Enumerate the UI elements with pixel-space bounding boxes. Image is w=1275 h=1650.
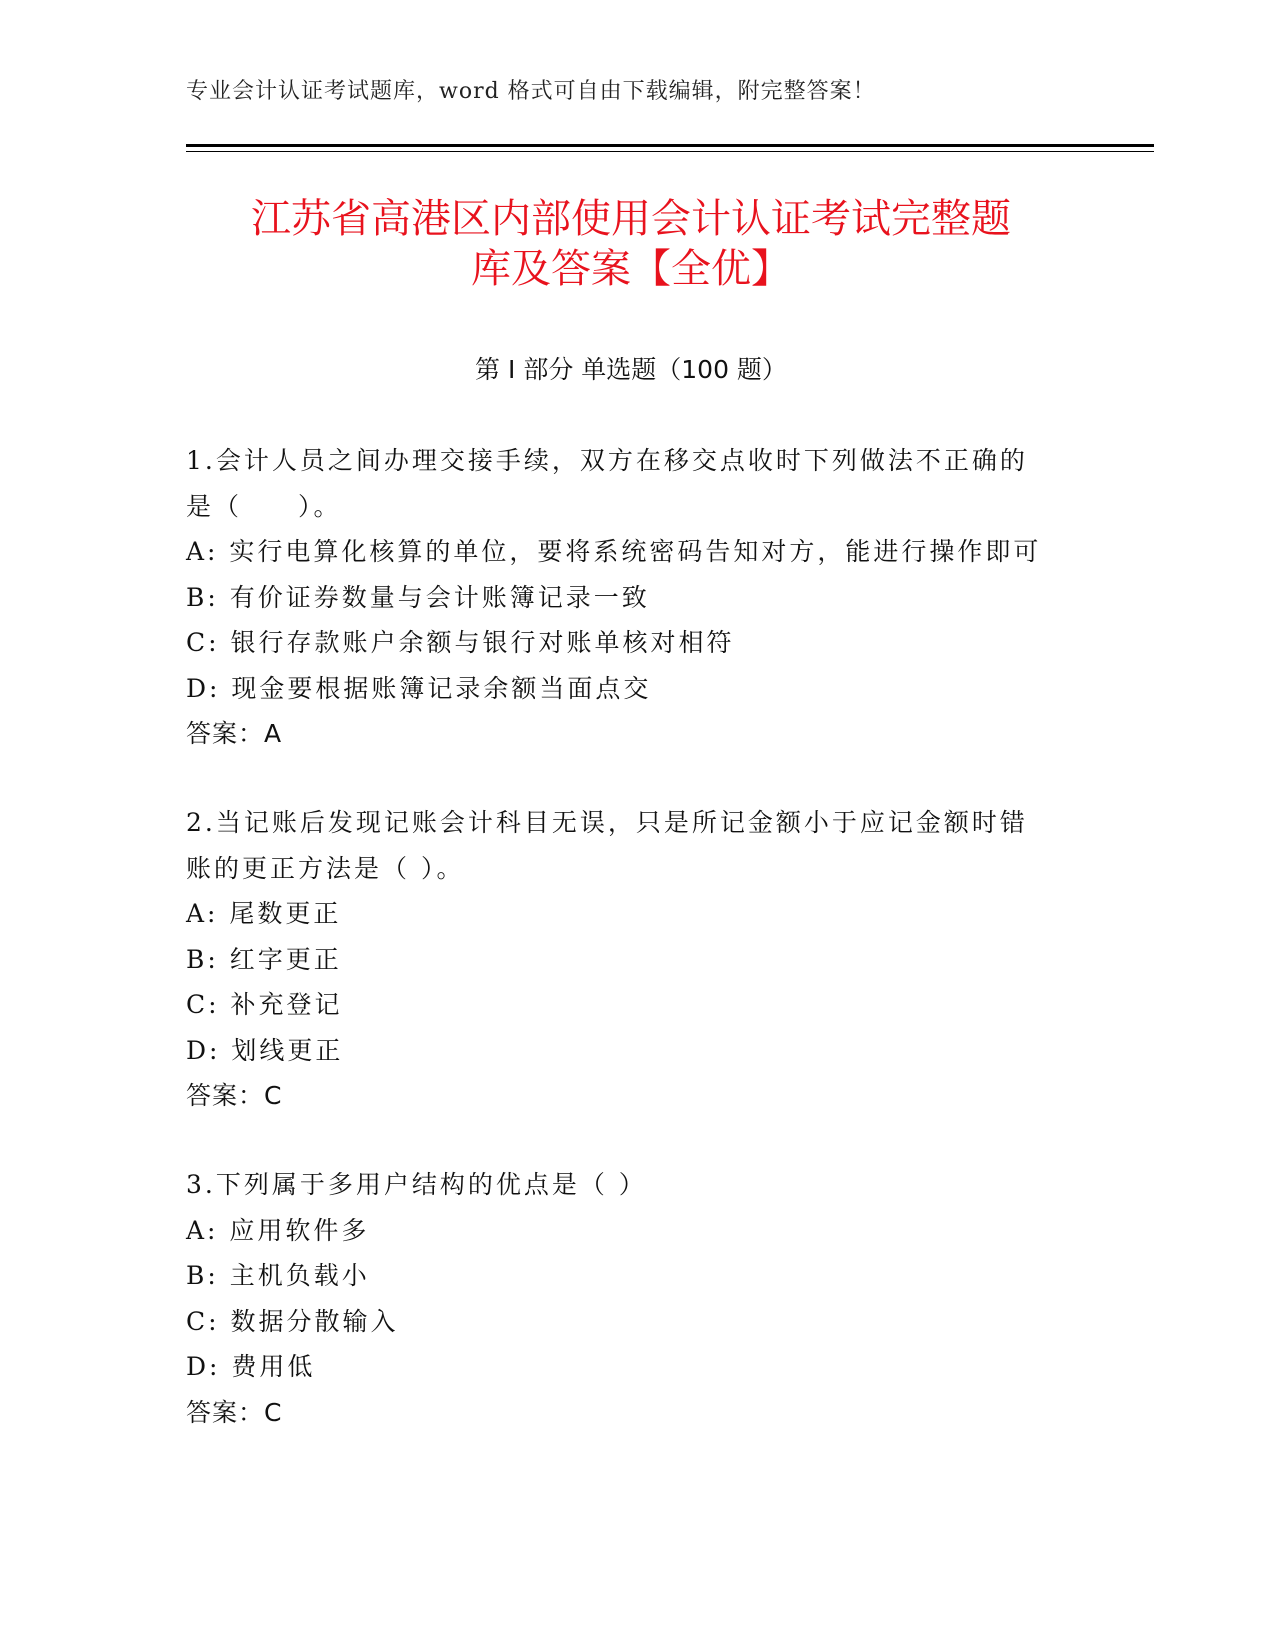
answer-label: 答案：C — [186, 1081, 283, 1110]
document-title-line-2: 库及答案【全优】 — [471, 246, 791, 292]
option-a: A: 尾数更正 — [186, 899, 342, 928]
option-b: B: 红字更正 — [186, 944, 342, 974]
question-stem — [186, 438, 1086, 529]
question-stem — [186, 1162, 1086, 1208]
option-a: A: 应用软件多 — [186, 1215, 370, 1245]
question-stem-line: 2.当记账后发现记账会计科目无误，只是所记金额小于应记金额时错 — [186, 808, 1028, 837]
question-stem — [186, 800, 1086, 891]
option-c: C: 数据分散输入 — [186, 1306, 399, 1336]
option-b: B: 有价证券数量与会计账簿记录一致 — [186, 582, 650, 612]
document-title-line-1: 江苏省高港区内部使用会计认证考试完整题 — [251, 196, 1011, 242]
answer-label: 答案：C — [186, 1397, 283, 1427]
option-d: D: 现金要根据账簿记录余额当面点交 — [186, 673, 652, 703]
option-d: D: 费用低 — [186, 1352, 316, 1381]
option-d: D: 划线更正 — [186, 1035, 344, 1065]
option-c: C: 银行存款账户余额与银行对账单核对相符 — [186, 628, 735, 657]
question-stem-line: 账的更正方法是（ ）。 — [186, 853, 465, 883]
document-title — [186, 194, 1076, 294]
question-block — [186, 1162, 1086, 1435]
header-divider — [186, 144, 1154, 152]
answer-label: 答案：A — [186, 719, 283, 748]
page-header-text: 专业会计认证考试题库，word 格式可自由下载编辑，附完整答案！ — [186, 79, 876, 104]
question-stem-line: 1.会计人员之间办理交接手续，双方在移交点收时下列做法不正确的 — [186, 446, 1028, 475]
question-block — [186, 438, 1086, 757]
option-b: B: 主机负载小 — [186, 1261, 370, 1290]
section-heading: 第 I 部分 单选题（100 题） — [475, 355, 787, 384]
question-stem-line: 3.下列属于多用户结构的优点是（ ） — [186, 1170, 647, 1199]
question-block — [186, 800, 1086, 1119]
option-a: A: 实行电算化核算的单位，要将系统密码告知对方，能进行操作即可 — [186, 537, 1042, 566]
option-c: C: 补充登记 — [186, 990, 343, 1019]
question-stem-line: 是（ ）。 — [186, 491, 342, 521]
